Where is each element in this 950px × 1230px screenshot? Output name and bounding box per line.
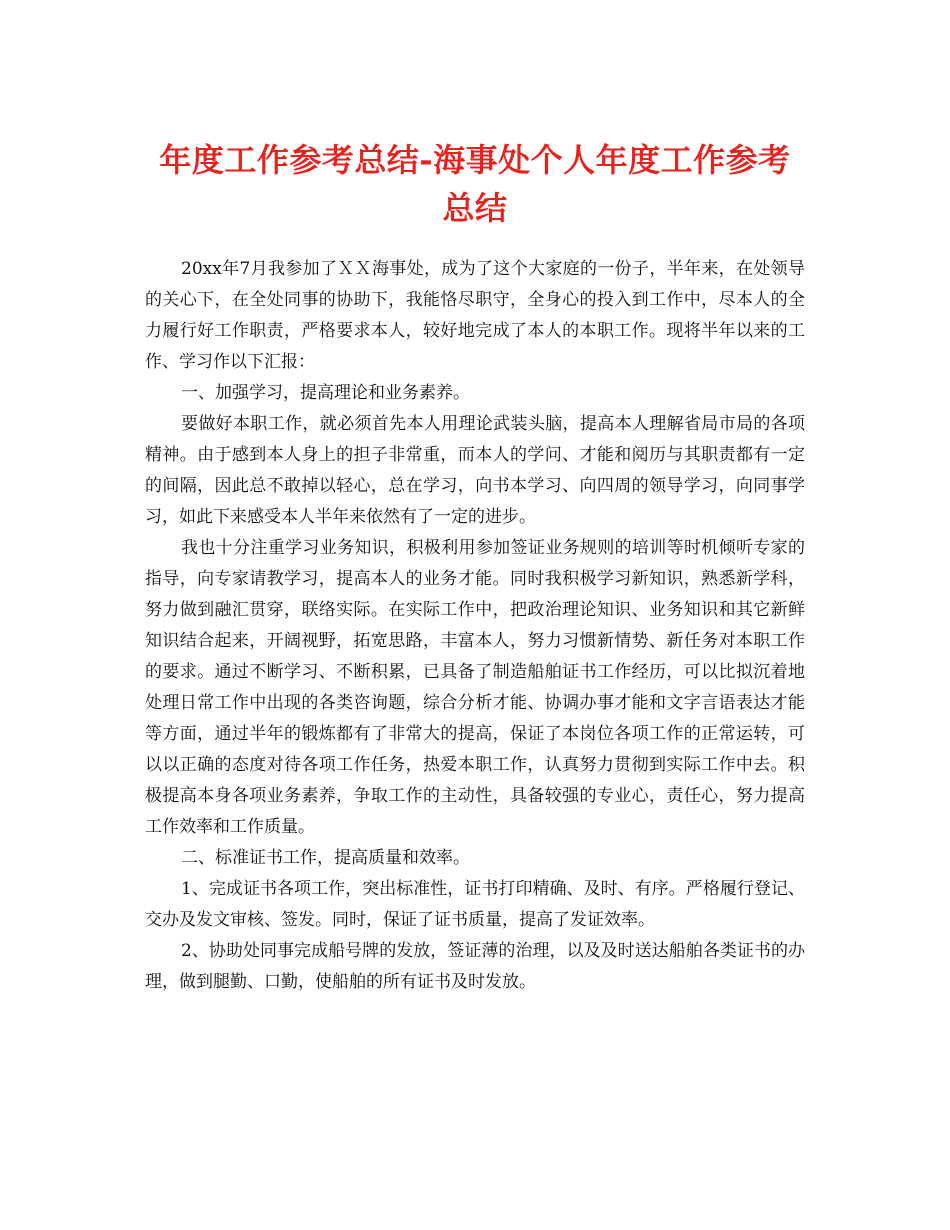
paragraph-theory-study: 要做好本职工作，就必须首先本人用理论武装头脑，提高本人理解省局市局的各项精神。由于感到本人身上的担子非常重，而本人的学问、才能和阅历与其职责都有一定的间隔，因此总不敢掉以轻心，总在学习，向书本学习、向四周的领导学习，向同事学习，如此下来感受本人半年来依然有了一定的进步。	[145, 414, 805, 527]
paragraph-item-2: 2、协助处同事完成船号牌的发放，签证薄的治理，以及及时送达船舶各类证书的办理，做到腿勤、口勤，使船舶的所有证书及时发放。	[145, 941, 805, 992]
document-title: 年度工作参考总结-海事处个人年度工作参考总结	[159, 141, 791, 227]
paragraph-intro: 20xx年7月我参加了ＸＸ海事处，成为了这个大家庭的一份子，半年来，在处领导的关心下，在全处同事的协助下，我能恪尽职守，全身心的投入到工作中，尽本人的全力履行好工作职责，严格要求本人，较好地完成了本人的本职工作。现将半年以来的工作、学习作以下汇报：	[145, 259, 805, 372]
section-heading-2: 二、标准证书工作，提高质量和效率。	[181, 848, 470, 868]
section-heading-1: 一、加强学习，提高理论和业务素养。	[181, 383, 470, 403]
paragraph-item-1: 1、完成证书各项工作，突出标准性，证书打印精确、及时、有序。严格履行登记、交办及发文审核、签发。同时，保证了证书质量，提高了发证效率。	[145, 879, 805, 930]
document-body	[145, 254, 805, 998]
paragraph-business-knowledge: 我也十分注重学习业务知识，积极利用参加签证业务规则的培训等时机倾听专家的指导，向专家请教学习，提高本人的业务才能。同时我积极学习新知识，熟悉新学科，努力做到融汇贯穿，联络实际。在实际工作中，把政治理论知识、业务知识和其它新鲜知识结合起来，开阔视野，拓宽思路，丰富本人，努力习惯新情势、新任务对本职工作的要求。通过不断学习、不断积累，已具备了制造船舶证书工作经历，可以比拟沉着地处理日常工作中出现的各类咨询题，综合分析才能、协调办事才能和文字言语表达才能等方面，通过半年的锻炼都有了非常大的提高，保证了本岗位各项工作的正常运转，可以以正确的态度对待各项工作任务，热爱本职工作，认真努力贯彻到实际工作中去。积极提高本身各项业务素养，争取工作的主动性，具备较强的专业心，责任心，努力提高工作效率和工作质量。	[145, 538, 805, 837]
